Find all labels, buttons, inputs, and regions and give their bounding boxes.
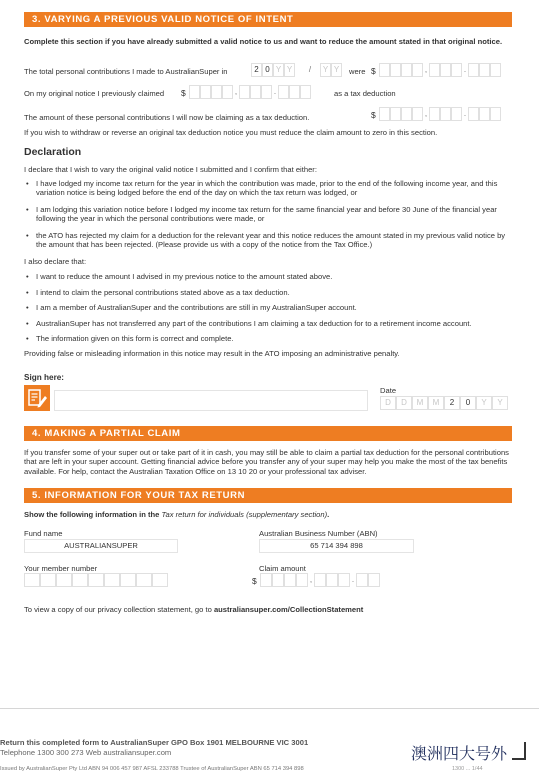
fund-name-label: Fund name xyxy=(24,529,63,538)
signature-field[interactable] xyxy=(54,390,368,411)
digit-box[interactable] xyxy=(412,63,423,77)
section3-header: 3. VARYING A PREVIOUS VALID NOTICE OF INTENT xyxy=(24,12,512,27)
section5-intro: Show the following information in the Tax return for individuals (supplementary section). xyxy=(24,510,330,519)
dollar-sign: $ xyxy=(371,110,376,120)
were-label: were xyxy=(349,67,366,76)
digit-box[interactable] xyxy=(296,573,308,587)
year-digit-box[interactable]: Y xyxy=(284,63,295,77)
digit-box[interactable] xyxy=(390,107,401,121)
separator: . xyxy=(273,87,277,96)
declaration-item: • The information given on this form is correct and complete. xyxy=(24,334,514,343)
digit-box[interactable] xyxy=(440,107,451,121)
declaration-item: • I am a member of AustralianSuper and the contributions are still in my AustralianSuper account. xyxy=(24,303,514,312)
digit-box[interactable]: Y xyxy=(492,396,508,410)
digit-box[interactable] xyxy=(211,85,222,99)
tax-deduction-suffix: as a tax deduction xyxy=(334,89,396,98)
declaration-item: • the ATO has rejected my claim for a deduction for the relevant year and this notice reduces the amount stated in my previous valid notice by the amount that has been rejected. (Please provide us with a copy of the notice from the Tax Office.) xyxy=(24,231,514,250)
digit-box[interactable] xyxy=(314,573,326,587)
year-digit-box[interactable]: Y xyxy=(331,63,342,77)
digit-box[interactable]: D xyxy=(396,396,412,410)
digit-box[interactable] xyxy=(289,85,300,99)
digit-box[interactable] xyxy=(72,573,88,587)
declaration-item: • AustralianSuper has not transferred any part of the contributions I am claiming a tax deduction for to a retirement income account. xyxy=(24,319,514,328)
digit-box[interactable] xyxy=(189,85,200,99)
declaration-item: • I have lodged my income tax return for the year in which the contribution was made, prior to the end of the following income year, and this variation notice is being lodged before the end of the day on which the tax return was lodged, or xyxy=(24,179,514,198)
digit-box[interactable] xyxy=(272,573,284,587)
separator: , xyxy=(309,575,313,584)
digit-box[interactable] xyxy=(429,63,440,77)
digit-box[interactable] xyxy=(326,573,338,587)
abn-label: Australian Business Number (ABN) xyxy=(259,529,378,538)
year-digit-box[interactable]: 0 xyxy=(262,63,273,77)
separator: , xyxy=(424,109,428,118)
claim-amount-label: Claim amount xyxy=(259,564,306,573)
digit-box[interactable] xyxy=(338,573,350,587)
digit-box[interactable]: 0 xyxy=(460,396,476,410)
digit-box[interactable] xyxy=(401,63,412,77)
digit-box[interactable] xyxy=(260,573,272,587)
digit-box[interactable] xyxy=(451,63,462,77)
digit-box[interactable] xyxy=(261,85,272,99)
digit-box[interactable] xyxy=(451,107,462,121)
digit-box[interactable] xyxy=(278,85,289,99)
year-digit-box[interactable]: 2 xyxy=(251,63,262,77)
digit-box[interactable]: M xyxy=(412,396,428,410)
withdraw-note: If you wish to withdraw or reverse an original tax deduction notice you must reduce the claim amount to zero in this section. xyxy=(24,128,438,137)
previously-claimed-label: On my original notice I previously claimed xyxy=(24,89,165,98)
digit-box[interactable] xyxy=(200,85,211,99)
digit-box[interactable] xyxy=(300,85,311,99)
member-number-label: Your member number xyxy=(24,564,98,573)
digit-box[interactable]: 2 xyxy=(444,396,460,410)
watermark-text: 澳洲四大号外 xyxy=(411,744,508,763)
digit-box[interactable] xyxy=(479,107,490,121)
digit-box[interactable] xyxy=(368,573,380,587)
digit-box[interactable] xyxy=(440,63,451,77)
separator: . xyxy=(351,575,355,584)
declaration-item: • I am lodging this variation notice before I lodged my income tax return for the same financial year and before 30 June of the financial year following the year in which the personal contributions were made, or xyxy=(24,205,514,224)
digit-box[interactable] xyxy=(56,573,72,587)
privacy-link[interactable]: australiansuper.com/CollectionStatement xyxy=(213,605,364,614)
digit-box[interactable] xyxy=(401,107,412,121)
financial-year-start-boxes[interactable] xyxy=(251,63,295,77)
digit-box[interactable] xyxy=(284,573,296,587)
digit-box[interactable] xyxy=(379,107,390,121)
digit-box[interactable] xyxy=(40,573,56,587)
digit-box[interactable]: M xyxy=(428,396,444,410)
also-declare: I also declare that: xyxy=(24,257,87,266)
abn-field[interactable]: 65 714 394 898 xyxy=(259,539,414,553)
digit-box[interactable] xyxy=(88,573,104,587)
now-claiming-label: The amount of these personal contributions I will now be claiming as a tax deduction. xyxy=(24,113,310,122)
year-slash: / xyxy=(308,65,312,74)
separator: , xyxy=(234,87,238,96)
form-code: 1300 ... 1/44 xyxy=(452,766,483,772)
section5-header: 5. INFORMATION FOR YOUR TAX RETURN xyxy=(24,488,512,503)
privacy-statement: To view a copy of our privacy collection statement, go to australiansuper.com/CollectionStatement xyxy=(24,605,364,614)
dollar-sign: $ xyxy=(252,576,257,586)
previously-claimed-amount[interactable] xyxy=(189,85,311,99)
total-contributions-amount[interactable] xyxy=(379,63,501,77)
partial-claim-text: If you transfer some of your super out or take part of it in cash, you may still be able to claim a partial tax deduction for the personal contributions that are left in your super account. Getting financial advice before you transfer any of your super may help you make the most of the tax benefits available. For help, contact the Australian Taxation Office on 13 10 20 or your professional tax adviser. xyxy=(24,448,509,476)
separator: . xyxy=(463,109,467,118)
digit-box[interactable] xyxy=(250,85,261,99)
digit-box[interactable] xyxy=(429,107,440,121)
issued-by-line: Issued by AustralianSuper Pty Ltd ABN 94 006 457 987 AFSL 233788 Trustee of AustralianSuper ABN 65 714 394 898 xyxy=(0,766,304,772)
digit-box[interactable] xyxy=(24,573,40,587)
digit-box[interactable] xyxy=(356,573,368,587)
digit-box[interactable] xyxy=(239,85,250,99)
total-contributions-label: The total personal contributions I made to AustralianSuper in xyxy=(24,67,228,76)
digit-box[interactable] xyxy=(468,63,479,77)
separator: , xyxy=(424,65,428,74)
now-claiming-amount[interactable] xyxy=(379,107,501,121)
sign-here-label: Sign here: xyxy=(24,373,65,382)
year-digit-box[interactable]: Y xyxy=(320,63,331,77)
contact-line: Telephone 1300 300 273 Web australiansuper.com xyxy=(0,748,172,757)
digit-box[interactable]: D xyxy=(380,396,396,410)
penalty-warning: Providing false or misleading information in this notice may result in the ATO imposing an administrative penalty. xyxy=(24,349,400,358)
digit-box[interactable] xyxy=(479,63,490,77)
digit-box[interactable] xyxy=(390,63,401,77)
signature-date-boxes[interactable] xyxy=(380,396,508,410)
declaration-heading: Declaration xyxy=(24,146,82,158)
year-digit-box[interactable]: Y xyxy=(273,63,284,77)
digit-box[interactable] xyxy=(468,107,479,121)
footer-divider xyxy=(0,708,539,709)
digit-box[interactable] xyxy=(104,573,120,587)
section4-header: 4. MAKING A PARTIAL CLAIM xyxy=(24,426,512,441)
section3-intro: Complete this section if you have already submitted a valid notice to us and want to reduce the amount stated in that original notice. xyxy=(24,37,503,46)
digit-box[interactable] xyxy=(222,85,233,99)
date-label: Date xyxy=(380,386,397,395)
separator: . xyxy=(463,65,467,74)
corner-mark xyxy=(512,742,526,760)
financial-year-end-boxes[interactable] xyxy=(320,63,342,77)
declaration-intro: I declare that I wish to vary the original valid notice I submitted and I confirm that either: xyxy=(24,165,317,174)
digit-box[interactable] xyxy=(490,107,501,121)
dollar-sign: $ xyxy=(371,66,376,76)
digit-box[interactable] xyxy=(412,107,423,121)
member-number-boxes[interactable] xyxy=(24,573,168,587)
digit-box[interactable] xyxy=(490,63,501,77)
declaration-item: • I intend to claim the personal contributions stated above as a tax deduction. xyxy=(24,288,514,297)
claim-amount-boxes[interactable] xyxy=(260,573,380,587)
pen-sign-icon xyxy=(24,385,50,411)
digit-box[interactable] xyxy=(136,573,152,587)
dollar-sign: $ xyxy=(181,88,186,98)
digit-box[interactable] xyxy=(152,573,168,587)
return-address: Return this completed form to AustralianSuper GPO Box 1901 MELBOURNE VIC 3001 xyxy=(0,738,309,747)
digit-box[interactable]: Y xyxy=(476,396,492,410)
declaration-item: • I want to reduce the amount I advised in my previous notice to the amount stated above. xyxy=(24,272,514,281)
digit-box[interactable] xyxy=(379,63,390,77)
fund-name-field[interactable]: AUSTRALIANSUPER xyxy=(24,539,178,553)
digit-box[interactable] xyxy=(120,573,136,587)
